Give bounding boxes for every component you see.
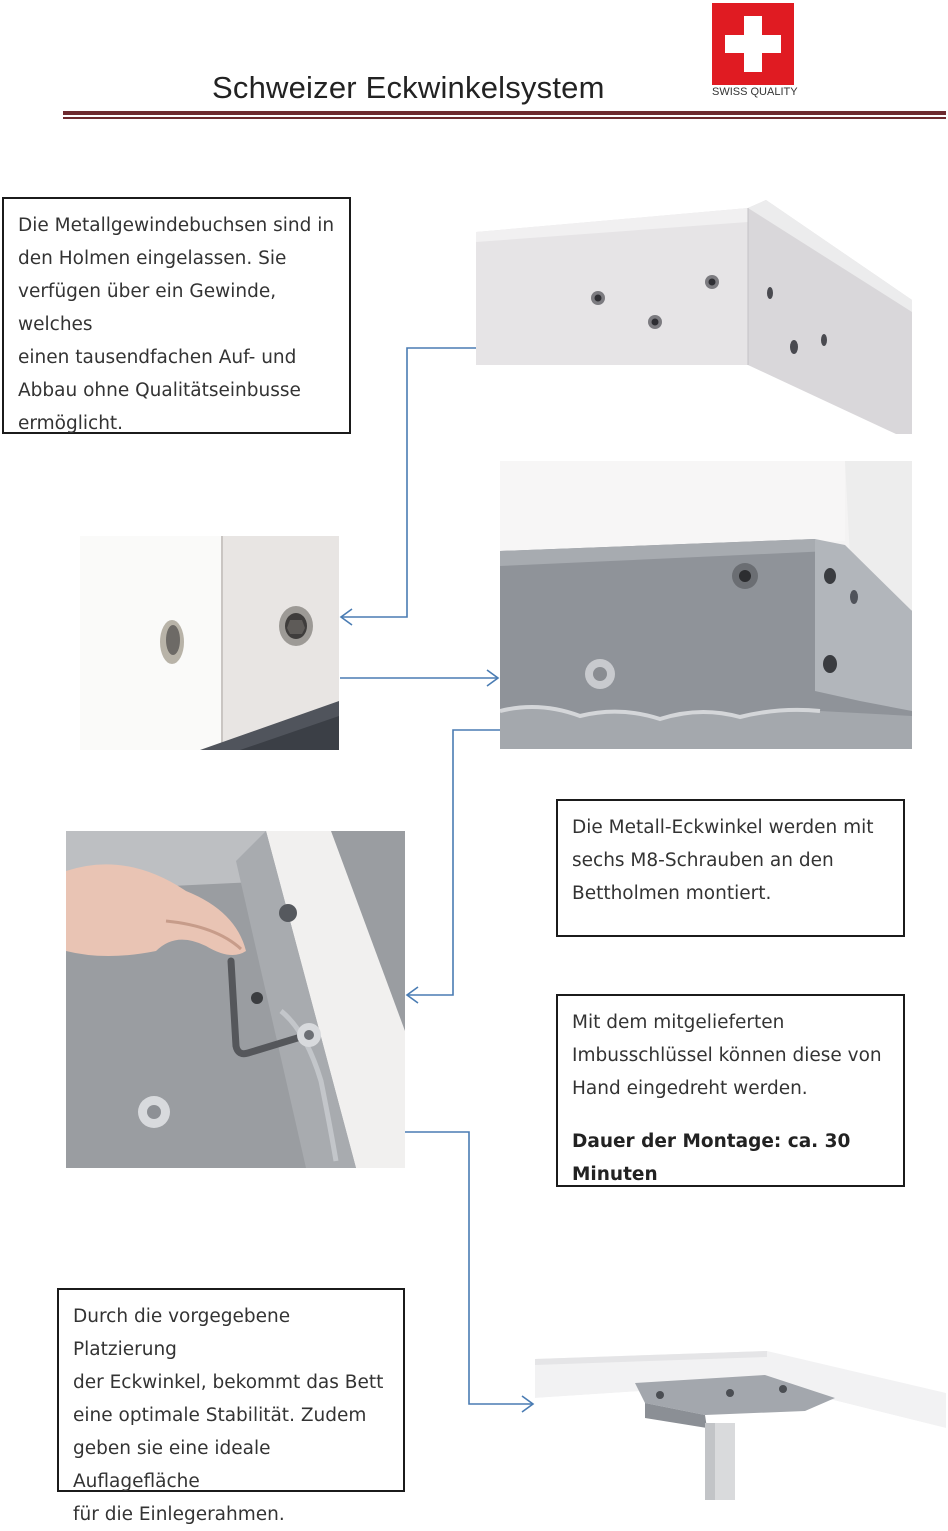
- assembly-time: Dauer der Montage: ca. 30 Minuten: [572, 1131, 851, 1185]
- text-line: Imbusschlüssel können diese von: [572, 1045, 882, 1066]
- text-line: der Eckwinkel, bekommt das Bett: [73, 1372, 384, 1393]
- text-line: den Holmen eingelassen. Sie: [18, 248, 287, 269]
- text-line: sechs M8-Schrauben an den: [572, 850, 834, 871]
- text-line: Abbau ohne Qualitätseinbusse: [18, 380, 301, 401]
- swiss-quality-label: SWISS QUALITY: [712, 86, 798, 98]
- text-line: eine optimale Stabilität. Zudem: [73, 1405, 367, 1426]
- text-line: Die Metallgewindebuchsen sind in: [18, 215, 335, 236]
- text-line: Hand eingedreht werden.: [572, 1078, 808, 1099]
- text-line: verfügen über ein Gewinde, welches: [18, 281, 277, 335]
- text-line: Bettholmen montiert.: [572, 883, 772, 904]
- text-line: einen tausendfachen Auf- und: [18, 347, 297, 368]
- page-title: Schweizer Eckwinkelsystem: [212, 70, 605, 105]
- text-line: ermöglicht.: [18, 413, 124, 434]
- text-line: für die Einlegerahmen.: [73, 1504, 285, 1525]
- text-line: Durch die vorgegebene Platzierung: [73, 1306, 291, 1360]
- text-line: Mit dem mitgelieferten: [572, 1012, 785, 1033]
- text-line: Die Metall-Eckwinkel werden mit: [572, 817, 874, 838]
- text-line: geben sie eine ideale Auflagefläche: [73, 1438, 271, 1492]
